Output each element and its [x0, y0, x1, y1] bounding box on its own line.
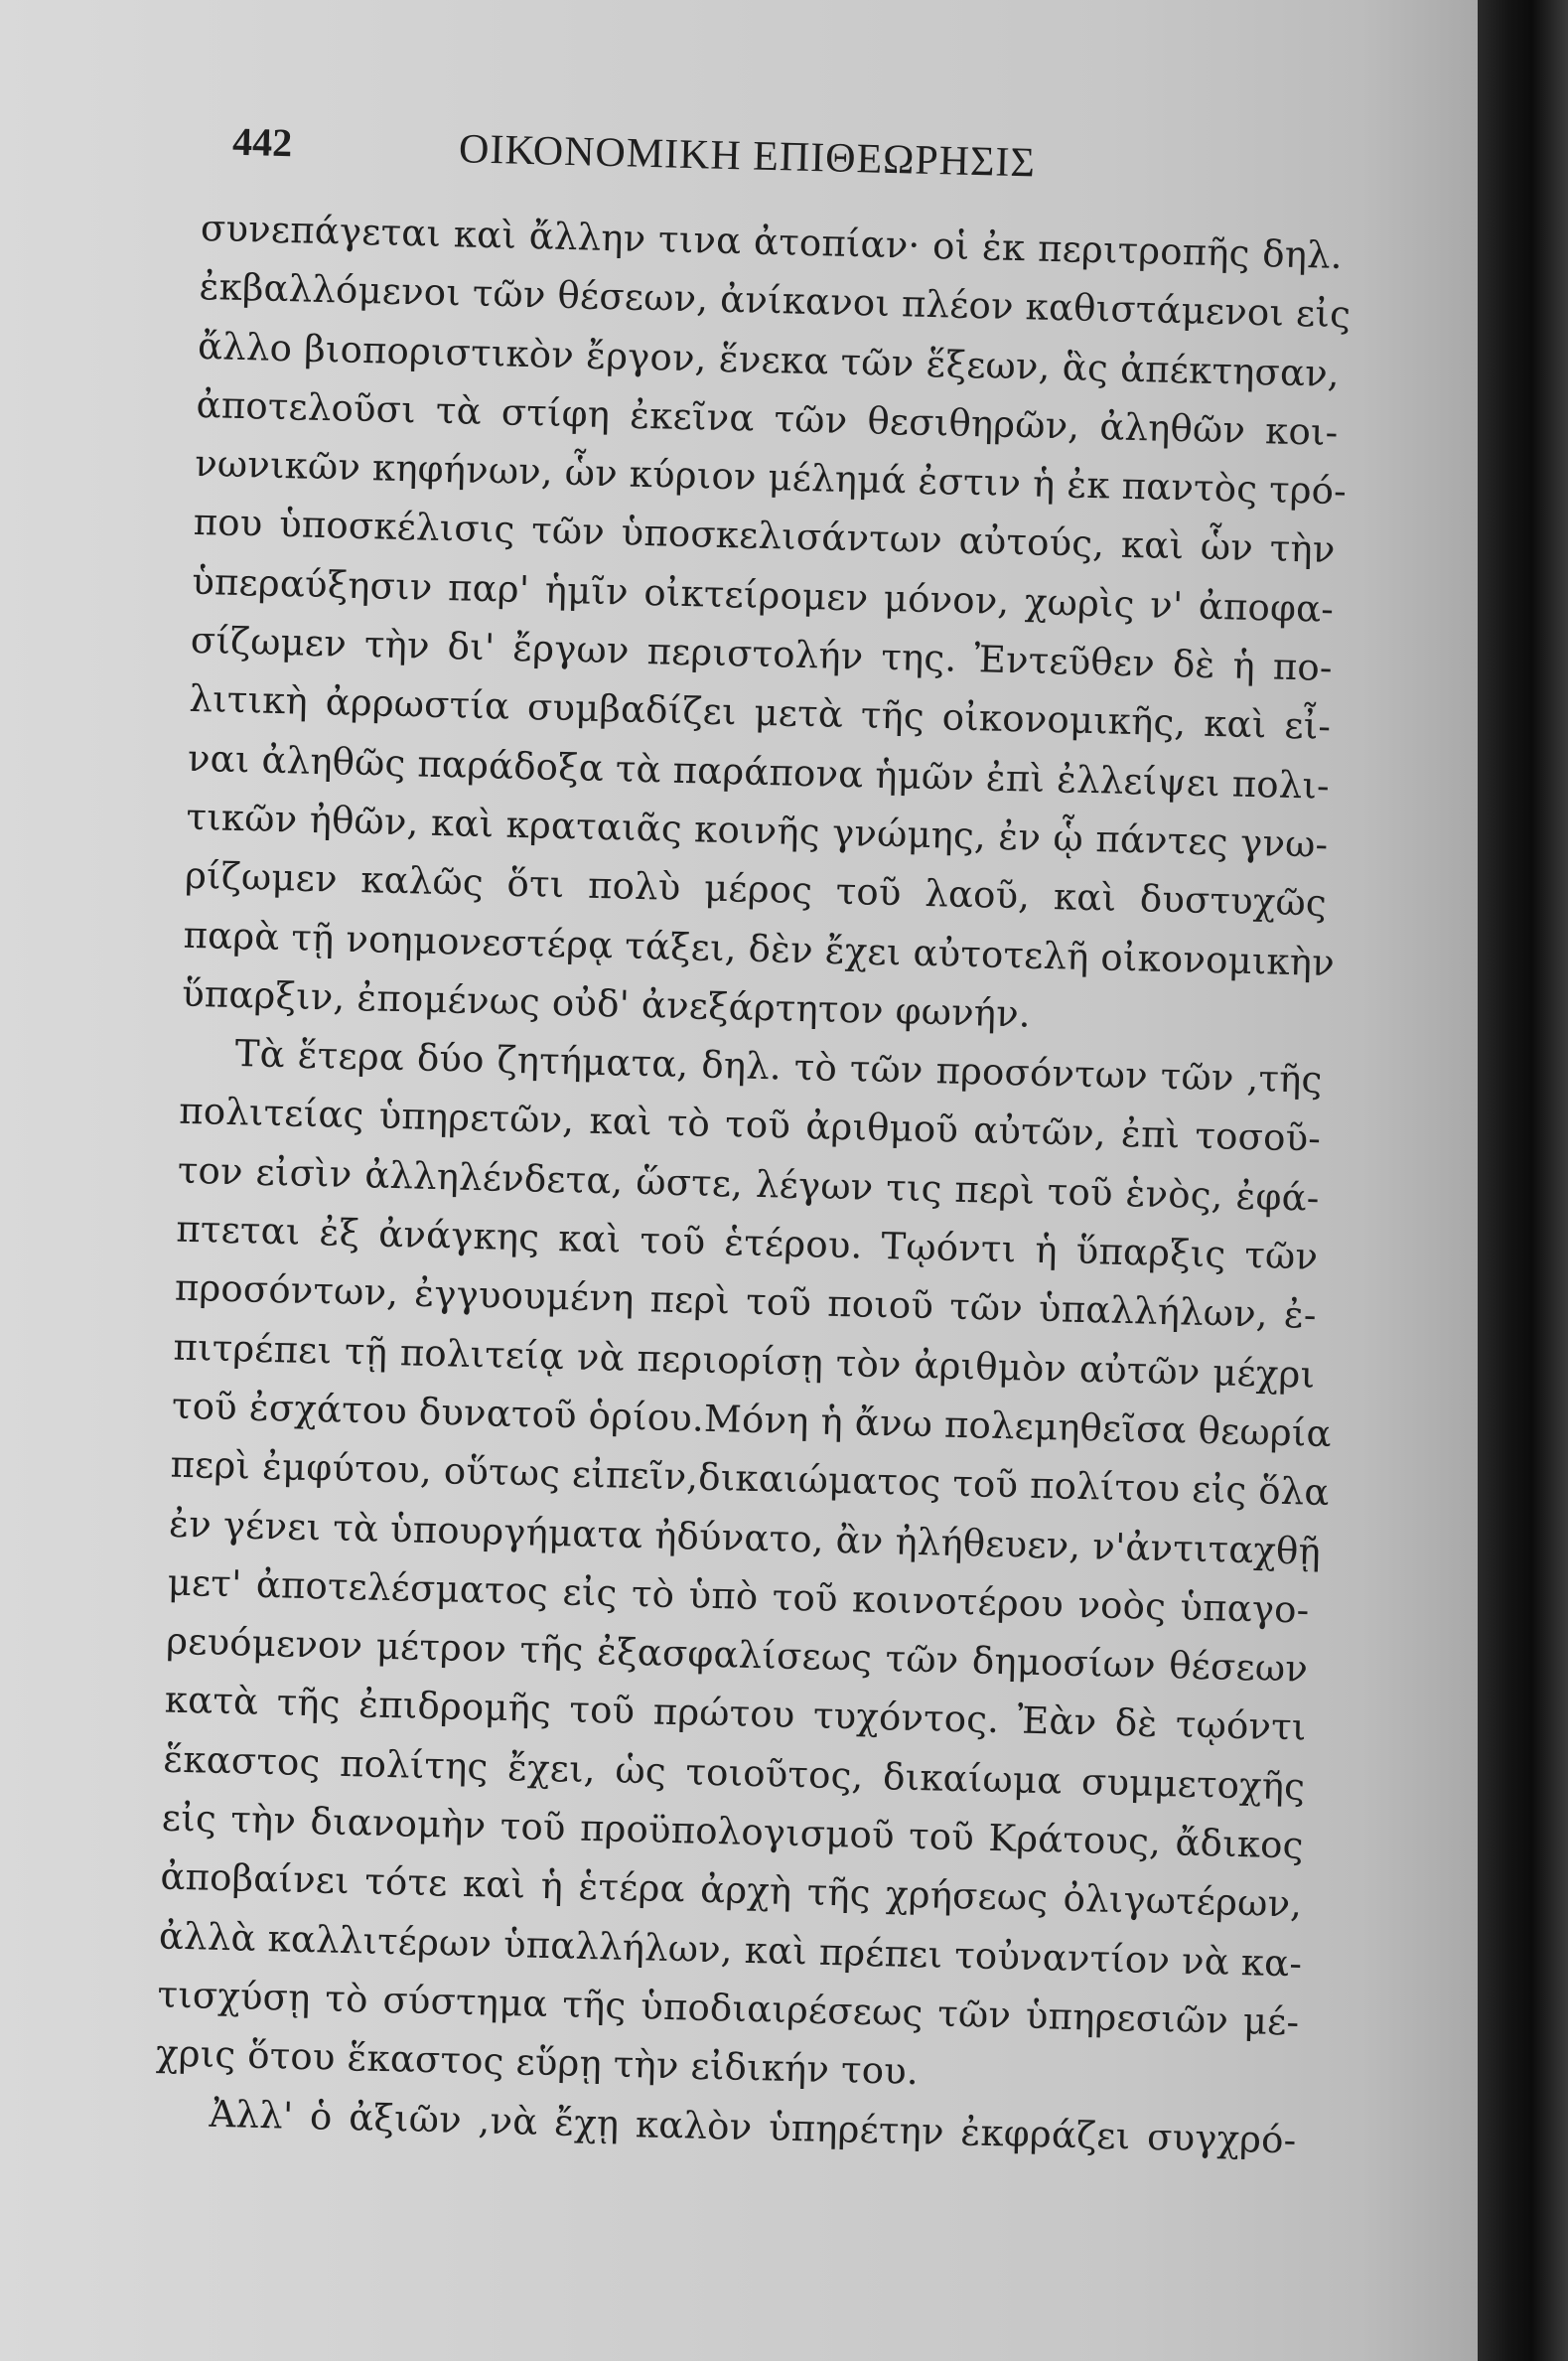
text-line: ἀποβαίνει τότε καὶ ἡ ἑτέρα ἀρχὴ τῆς χρήσεως ὀλιγωτέρων, — [159, 1854, 1303, 1926]
text-line: ἐκβαλλόμενοι τῶν θέσεων, ἀνίκανοι πλέον καθιστάμενοι εἰς — [199, 265, 1352, 337]
text-line: πιτρέπει τῇ πολιτείᾳ νὰ περιορίσῃ τὸν ἀριθμὸν αὐτῶν μέχρι — [173, 1325, 1316, 1397]
page-number: 442 — [231, 118, 293, 166]
text-line: τισχύσῃ τὸ σύστημα τῆς ὑποδιαιρέσεως τῶν ὑπηρεσιῶν μέ- — [157, 1973, 1300, 2044]
text-line: Ἀλλ' ὁ ἀξιῶν ,νὰ ἔχῃ καλὸν ὑπηρέτην ἐκφράζει συγχρό- — [209, 2092, 1297, 2161]
text-line: χρις ὅτου ἕκαστος εὕρῃ τὴν εἰδικήν του. — [155, 2031, 920, 2094]
text-line: ὑπεραύξησιν παρ' ἡμῖν οἰκτείρομεν μόνον, χωρὶς ν' ἀποφα- — [191, 559, 1335, 631]
text-line: παρὰ τῇ νοημονεστέρᾳ τάξει, δὲν ἔχει αὐτοτελῆ οἰκονομικὴν — [183, 913, 1336, 984]
text-line: σίζωμεν τὴν δι' ἔργων περιστολήν της. Ἐντεῦθεν δὲ ἡ πο- — [190, 618, 1334, 690]
text-block — [154, 109, 1352, 2169]
body-text — [154, 199, 1352, 2169]
running-title: ΟΙΚΟΝΟΜΙΚΗ ΕΠΙΘΕΩΡΗΣΙΣ — [458, 126, 1037, 187]
text-line: ἀλλὰ καλλιτέρων ὑπαλλήλων, καὶ πρέπει τοὐναντίον νὰ κα- — [158, 1914, 1303, 1986]
text-line: ἐν γένει τὰ ὑπουργήματα ἠδύνατο, ἂν ἠλήθευεν, ν'ἀντιταχθῇ — [168, 1502, 1322, 1573]
text-line: προσόντων, ἐγγυουμένη περὶ τοῦ ποιοῦ τῶν ὑπαλλήλων, ἐ- — [174, 1265, 1318, 1338]
text-line: μετ' ἀποτελέσματος εἰς τὸ ὑπὸ τοῦ κοινοτέρου νοὸς ὑπαγο- — [167, 1560, 1310, 1632]
text-line: ὕπαρξιν, ἐπομένως οὐδ' ἀνεξάρτητον φωνήν. — [181, 971, 1032, 1036]
text-line: ἕκαστος πολίτης ἔχει, ὡς τοιοῦτος, δικαίωμα συμμετοχῆς — [162, 1737, 1306, 1809]
text-line: νωνικῶν κηφήνων, ὧν κύριον μέλημά ἐστιν ἡ ἐκ παντὸς τρό- — [194, 442, 1348, 514]
text-line: κατὰ τῆς ἐπιδρομῆς τοῦ πρώτου τυχόντος. Ἐὰν δὲ τῳόντι — [164, 1678, 1308, 1750]
text-line: πολιτείας ὑπηρετῶν, καὶ τὸ τοῦ ἀριθμοῦ αὐτῶν, ἐπὶ τοσοῦ- — [178, 1090, 1322, 1161]
text-line: λιτικὴ ἀρρωστία συμβαδίζει μετὰ τῆς οἰκονομικῆς, καὶ εἶ- — [188, 677, 1332, 749]
text-line: που ὑποσκέλισις τῶν ὑποσκελισάντων αὐτούς, καὶ ὧν τὴν — [193, 501, 1337, 572]
text-line: τοῦ ἐσχάτου δυνατοῦ ὁρίου.Μόνη ἡ ἄνω πολεμηθεῖσα θεωρία — [171, 1384, 1333, 1456]
text-line: περὶ ἐμφύτου, οὕτως εἰπεῖν,δικαιώματος τοῦ πολίτου εἰς ὅλα — [170, 1442, 1331, 1515]
text-line: τον εἰσὶν ἀλληλένδετα, ὥστε, λέγων τις περὶ τοῦ ἑνὸς, ἐφά- — [177, 1148, 1321, 1220]
text-line: ναι ἀληθῶς παράδοξα τὰ παράπονα ἡμῶν ἐπὶ ἐλλείψει πολι- — [187, 736, 1331, 808]
text-line: τικῶν ἠθῶν, καὶ κραταιᾶς κοινῆς γνώμης, ἐν ᾧ πάντες γνω- — [186, 795, 1329, 866]
text-line: ἀποτελοῦσι τὰ στίφη ἐκεῖνα τῶν θεσιθηρῶν, ἀληθῶν κοι- — [196, 382, 1339, 454]
text-line: ρευόμενον μέτρον τῆς ἐξασφαλίσεως τῶν δημοσίων θέσεων — [165, 1619, 1309, 1691]
text-line: ρίζωμεν καλῶς ὅτι πολὺ μέρος τοῦ λαοῦ, καὶ δυστυχῶς — [184, 854, 1328, 926]
text-line: εἰς τὴν διανομὴν τοῦ προϋπολογισμοῦ τοῦ Κράτους, ἄδικος — [161, 1796, 1305, 1867]
text-line: συνεπάγεται καὶ ἄλλην τινα ἀτοπίαν· οἱ ἐκ περιτροπῆς δηλ. — [200, 206, 1344, 278]
text-line: Τὰ ἕτερα δύο ζητήματα, δηλ. τὸ τῶν προσόντων τῶν ,τῆς — [234, 1032, 1323, 1102]
text-line: πτεται ἐξ ἀνάγκης καὶ τοῦ ἑτέρου. Τῳόντι ἡ ὕπαρξις τῶν — [175, 1207, 1319, 1278]
book-spine-shadow — [1478, 0, 1568, 2361]
text-line: ἄλλο βιοποριστικὸν ἔργον, ἕνεκα τῶν ἕξεων, ἃς ἀπέκτησαν, — [197, 324, 1341, 395]
